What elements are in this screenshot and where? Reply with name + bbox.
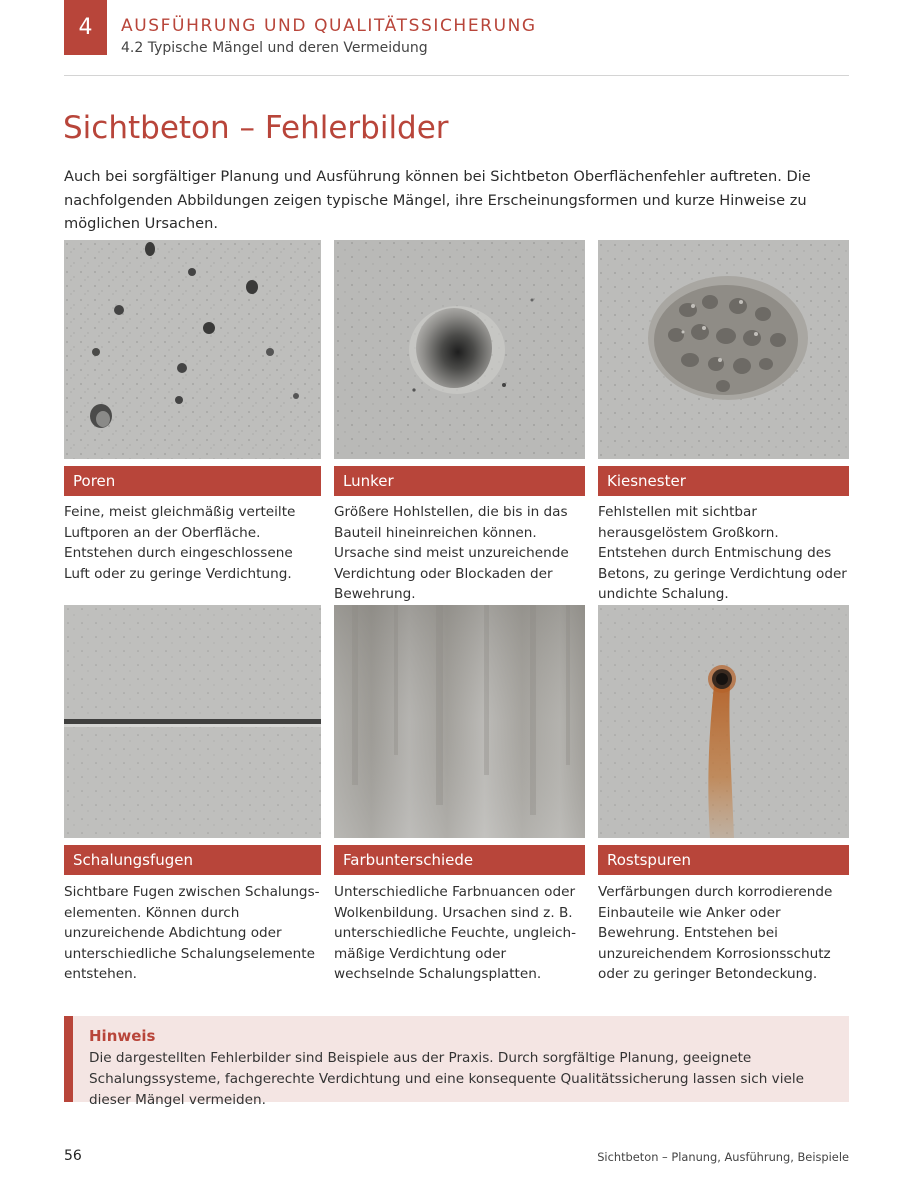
gravel-nest-photo [598,240,849,459]
cavity-photo [334,240,585,459]
label-farbunterschiede: Farbunterschiede [334,845,585,875]
note-title: Hinweis [89,1027,156,1045]
cavity-illustration [334,240,585,459]
label-poren: Poren [64,466,321,496]
label-kiesnester: Kiesnester [598,466,849,496]
rust-stain-illustration [598,605,849,838]
defect-card-poren [64,240,321,600]
caption-poren: Feine, meist gleichmäßig verteilte Luftporen an der Oberfläche. Entstehen durch eingeschlossene Luft oder zu geringe Verdichtung. [64,504,296,582]
label-rostspuren: Rostspuren [598,845,849,875]
note-box [64,1016,849,1108]
defect-card-lunker [334,240,585,603]
label-schalungsfugen: Schalungsfugen [64,845,321,875]
caption-kiesnester: Fehlstellen mit sichtbar herausgelöstem Großkorn. Entstehen durch Entmischung des Betons, zu geringe Verdichtung oder undichte Schalung. [598,504,847,603]
formwork-joint-photo [64,605,321,838]
chapter-number-badge: 4 [64,0,107,55]
caption-schalungsfugen: Sichtbare Fugen zwischen Schalungs-elementen. Können durch unzureichende Abdichtung oder unterschiedliche Schalungselemente entstehen. [64,884,320,983]
intro-paragraph: Auch bei sorgfältiger Planung und Ausführung können bei Sichtbeton Oberflächenfehler auftreten. Die nachfolgenden Abbildungen zeigen typische Mängel, ihre Erscheinungsformen und kurze Hinweise zu möglichen Ursachen. [64,168,811,232]
pores-illustration [64,240,321,459]
label-lunker: Lunker [334,466,585,496]
defect-card-farbunterschiede [334,605,585,1005]
formwork-joint-illustration [64,605,321,838]
rust-stain-photo [598,605,849,838]
page-title: Sichtbeton – Fehlerbilder [63,110,449,146]
header-divider [64,75,849,76]
caption-lunker: Größere Hohlstellen, die bis in das Bauteil hineinreichen können. Ursache sind meist unzureichende Verdichtung oder Blockaden der Bewehrung. [334,504,569,603]
pores-photo [64,240,321,459]
color-variation-photo [334,605,585,838]
running-footer: Sichtbeton – Planung, Ausführung, Beispiele [597,1150,849,1164]
caption-rostspuren: Verfärbungen durch korrodierende Einbauteile wie Anker oder Bewehrung. Entstehen bei unzureichendem Korrosionsschutz oder zu geringer Betondeckung. [598,884,833,983]
note-text: Die dargestellten Fehlerbilder sind Beispiele aus der Praxis. Durch sorgfältige Planung, geeignete Schalungssysteme, fachgerechte Verdichtung und eine konsequente Qualitätssicherung lassen sich viele dieser Mängel vermeiden. [89,1050,804,1108]
defect-card-rostspuren [598,605,849,1005]
color-variation-illustration [334,605,585,838]
caption-farbunterschiede: Unterschiedliche Farbnuancen oder Wolkenbildung. Ursachen sind z. B. unterschiedliche Feuchte, ungleich-mäßige Verdichtung oder wechselnde Schalungsplatten. [334,884,577,983]
defect-card-schalungsfugen [64,605,321,1005]
section-title: 4.2 Typische Mängel und deren Vermeidung [121,40,428,56]
page-number: 56 [64,1148,82,1164]
chapter-title: AUSFÜHRUNG UND QUALITÄTSSICHERUNG [121,16,537,36]
gravel-nest-illustration [598,240,849,459]
defect-card-kiesnester [598,240,849,603]
